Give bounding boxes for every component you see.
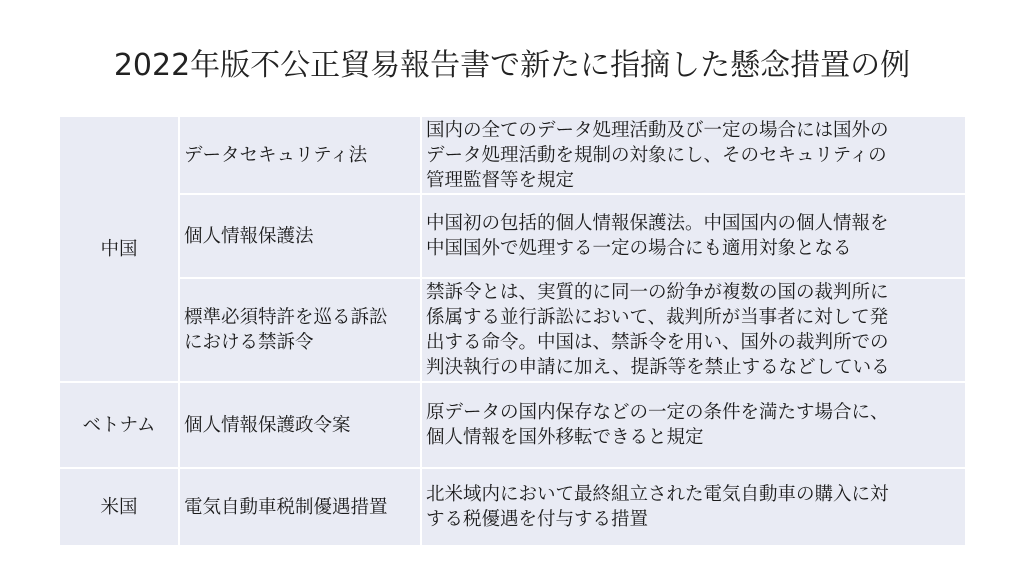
law-cell: 標準必須特許を巡る訴訟 における禁訴令 xyxy=(179,278,421,382)
country-cell: ベトナム xyxy=(59,382,179,468)
law-cell: データセキュリティ法 xyxy=(179,116,421,194)
table-row xyxy=(59,382,966,468)
measures-table xyxy=(58,115,967,547)
country-cell: 中国 xyxy=(59,116,179,382)
description-cell: 原データの国内保存などの一定の条件を満たす場合に、 個人情報を国外移転できると規定 xyxy=(421,382,966,468)
description-cell: 北米域内において最終組立された電気自動車の購入に対 する税優遇を付与する措置 xyxy=(421,468,966,546)
table-row xyxy=(59,194,966,278)
description-cell: 国内の全てのデータ処理活動及び一定の場合には国外の データ処理活動を規制の対象にし、そのセキュリティの 管理監督等を規定 xyxy=(421,116,966,194)
description-cell: 中国初の包括的個人情報保護法。中国国内の個人情報を 中国国外で処理する一定の場合にも適用対象となる xyxy=(421,194,966,278)
table-row xyxy=(59,278,966,382)
law-cell: 個人情報保護法 xyxy=(179,194,421,278)
table-row xyxy=(59,468,966,546)
country-cell: 米国 xyxy=(59,468,179,546)
description-cell: 禁訴令とは、実質的に同一の紛争が複数の国の裁判所に 係属する並行訴訟において、裁判所が当事者に対して発 出する命令。中国は、禁訴令を用い、国外の裁判所での 判決執行の申請に加え、提訴等を禁止するなどしている xyxy=(421,278,966,382)
law-cell: 個人情報保護政令案 xyxy=(179,382,421,468)
table-row xyxy=(59,116,966,194)
law-cell: 電気自動車税制優遇措置 xyxy=(179,468,421,546)
slide-title: 2022年版不公正貿易報告書で新たに指摘した懸念措置の例 xyxy=(113,48,911,83)
